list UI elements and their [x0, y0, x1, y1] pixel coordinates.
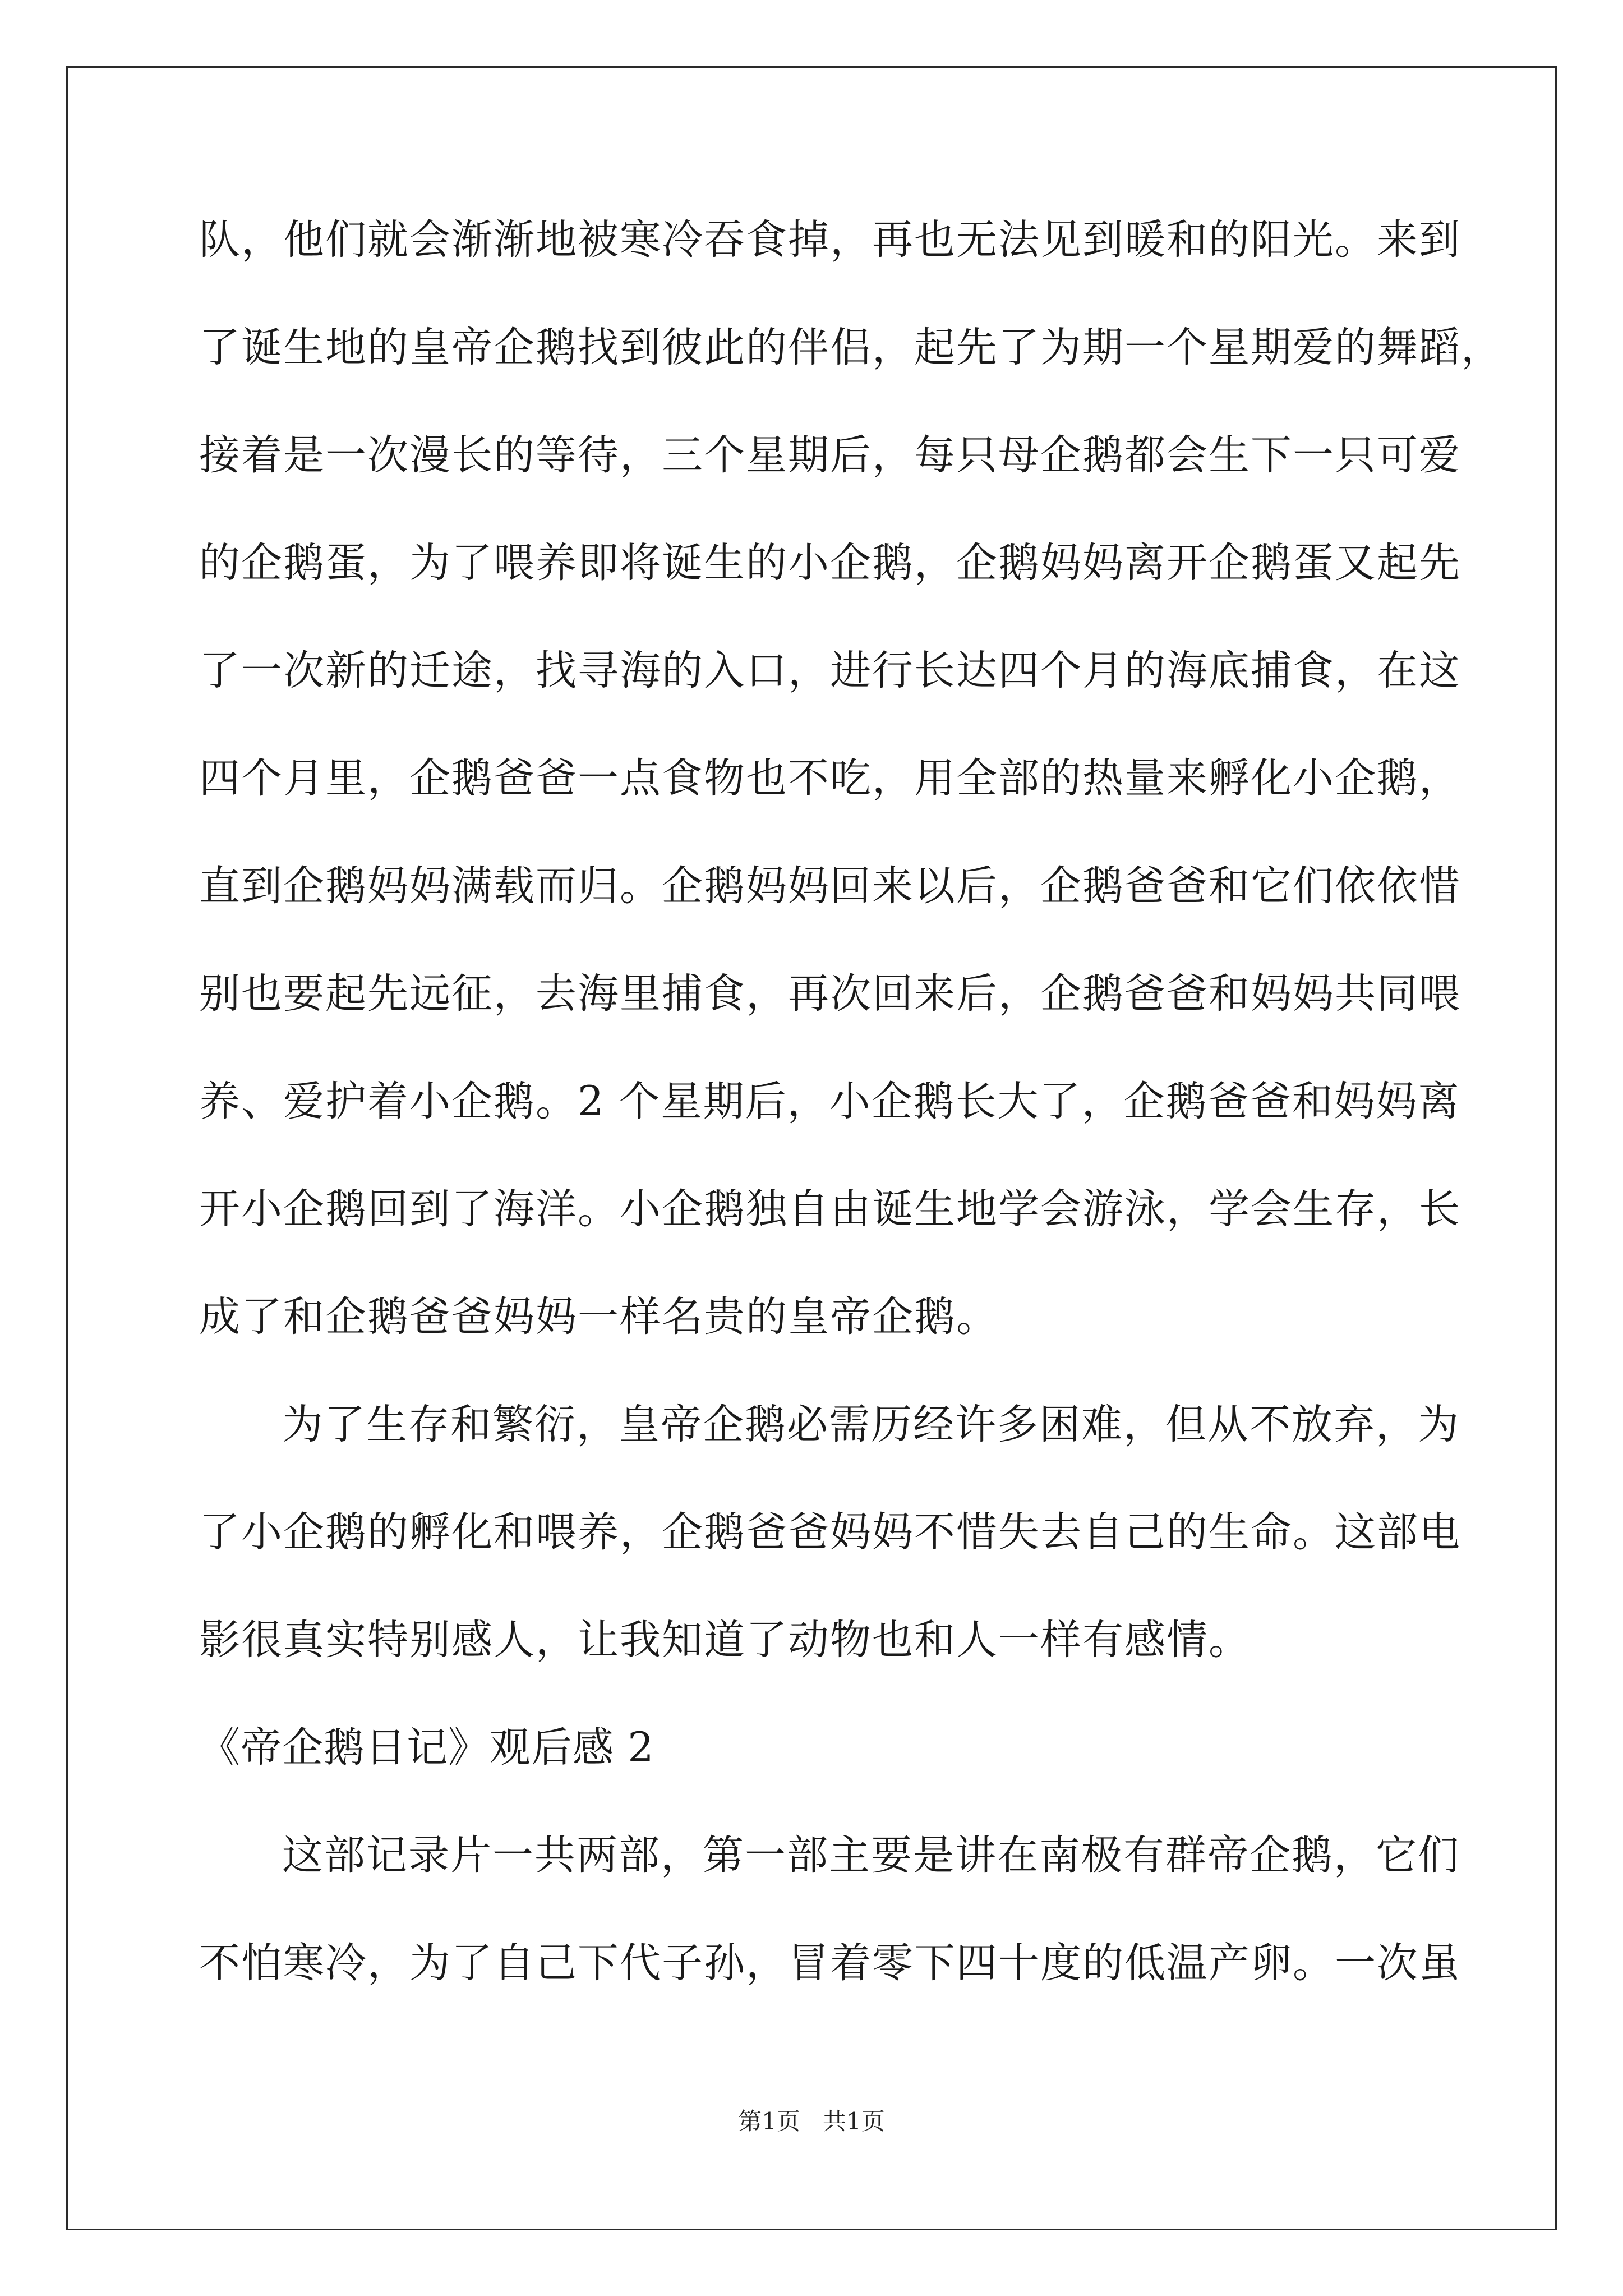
paragraph-line: 为了生存和繁衍，皇帝企鹅必需历经许多困难，但从不放弃，为 [282, 1401, 1460, 1448]
page-footer: 第1页 共1页 [738, 2108, 885, 2135]
paragraph-line: 接着是一次漫长的等待，三个星期后，每只母企鹅都会生下一只可爱 [199, 431, 1461, 479]
paragraph-line: 不怕寒冷，为了自己下代子孙，冒着零下四十度的低温产卵。一次虽 [199, 1939, 1461, 1987]
paragraph-line: 了一次新的迁途，找寻海的入口，进行长达四个月的海底捕食，在这 [199, 647, 1461, 694]
paragraph-line: 养、爱护着小企鹅。2 个星期后，小企鹅长大了，企鹅爸爸和妈妈离 [199, 1078, 1460, 1125]
paragraph-line: 四个月里，企鹅爸爸一点食物也不吃，用全部的热量来孵化小企鹅， [199, 754, 1461, 802]
paragraph-line: 了小企鹅的孵化和喂养，企鹅爸爸妈妈不惜失去自己的生命。这部电 [199, 1508, 1461, 1556]
paragraph-line: 这部记录片一共两部，第一部主要是讲在南极有群帝企鹅，它们 [282, 1832, 1460, 1879]
paragraph-line: 影很真实特别感人，让我知道了动物也和人一样有感情。 [199, 1616, 1251, 1664]
paragraph-line: 别也要起先远征，去海里捕食，再次回来后，企鹅爸爸和妈妈共同喂 [199, 970, 1461, 1018]
paragraph-line: 成了和企鹅爸爸妈妈一样名贵的皇帝企鹅。 [199, 1293, 998, 1341]
paragraph-line: 开小企鹅回到了海洋。小企鹅独自由诞生地学会游泳，学会生存，长 [199, 1185, 1461, 1233]
paragraph-line: 直到企鹅妈妈满载而归。企鹅妈妈回来以后，企鹅爸爸和它们依依惜 [199, 862, 1461, 910]
page-border [66, 66, 1557, 2230]
section-heading: 《帝企鹅日记》观后感 2 [199, 1724, 654, 1772]
paragraph-line: 队，他们就会渐渐地被寒冷吞食掉，再也无法见到暖和的阳光。来到 [199, 216, 1461, 264]
paragraph-line: 的企鹅蛋，为了喂养即将诞生的小企鹅，企鹅妈妈离开企鹅蛋又起先 [199, 539, 1461, 587]
paragraph-line: 了诞生地的皇帝企鹅找到彼此的伴侣，起先了为期一个星期爱的舞蹈， [199, 324, 1503, 371]
